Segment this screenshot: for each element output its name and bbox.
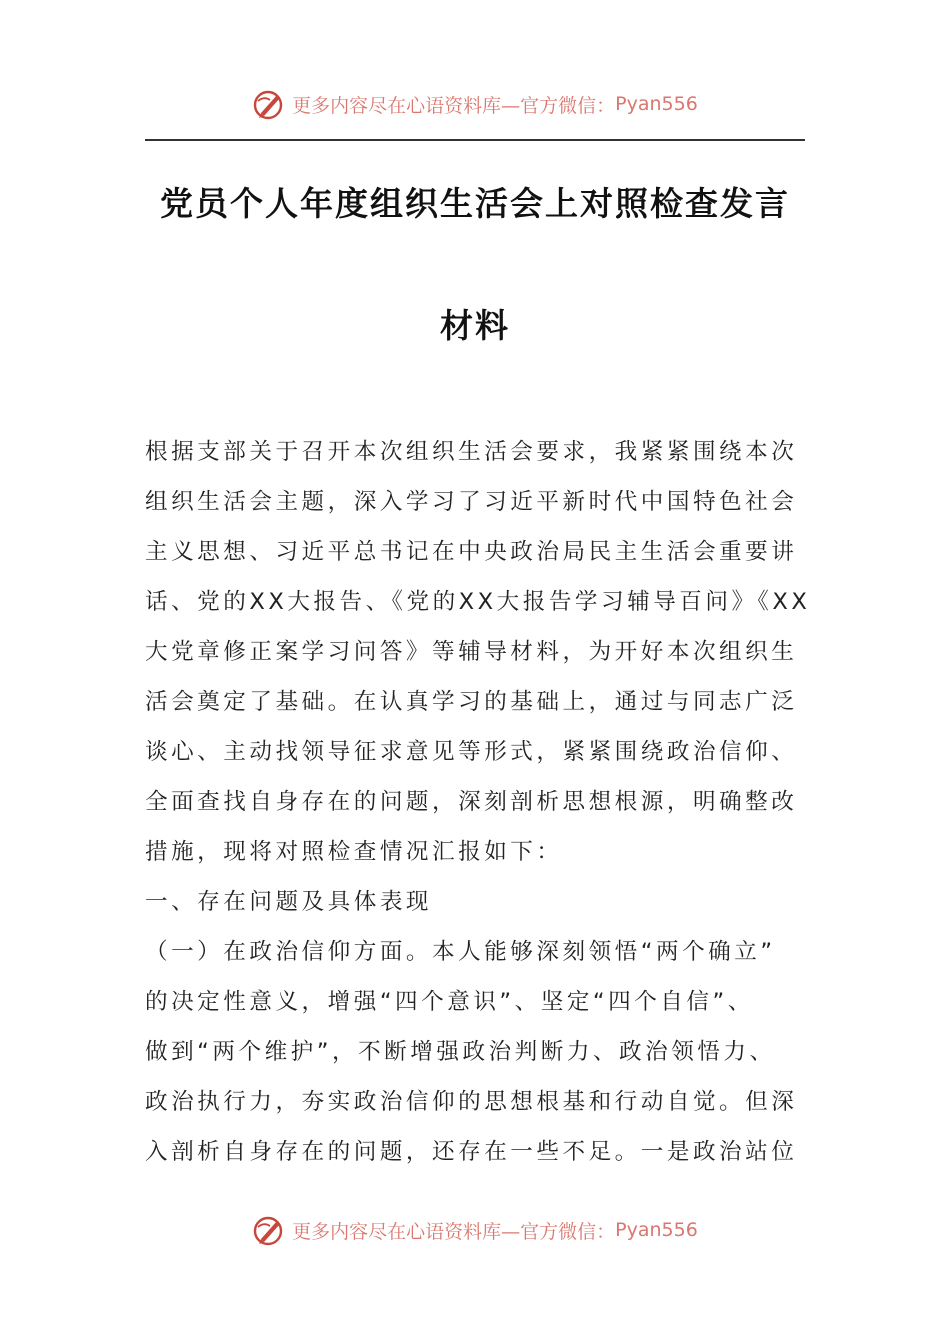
body-line: 入剖析自身存在的问题，还存在一些不足。一是政治站位	[145, 1139, 798, 1165]
body-line: 活会奠定了基础。在认真学习的基础上，通过与同志广泛	[145, 689, 798, 715]
watermark-wechat-id: Pyan556	[615, 1219, 698, 1241]
document-body	[145, 427, 811, 1177]
section-heading: 一、存在问题及具体表现	[145, 889, 433, 915]
body-line: 话、党的XX大报告、《党的XX大报告学习辅导百问》《XX	[145, 589, 811, 615]
body-line: 大党章修正案学习问答》等辅导材料，为开好本次组织生	[145, 639, 798, 665]
body-line: 主义思想、习近平总书记在中央政治局民主生活会重要讲	[145, 539, 798, 565]
watermark-footer	[0, 1210, 950, 1250]
watermark-text: 更多内容尽在心语资料库—官方微信：	[292, 1220, 616, 1243]
body-line: 全面查找自身存在的问题，深刻剖析思想根源，明确整改	[145, 789, 798, 815]
body-line: 谈心、主动找领导征求意见等形式，紧紧围绕政治信仰、	[145, 739, 798, 765]
body-line: 做到“两个维护”，不断增强政治判断力、政治领悟力、	[145, 1039, 776, 1065]
watermark-header	[0, 84, 950, 124]
body-line: 的决定性意义，增强“四个意识”、坚定“四个自信”、	[145, 989, 754, 1015]
body-line: 政治执行力，夯实政治信仰的思想根基和行动自觉。但深	[145, 1089, 798, 1115]
document-title-line-1: 党员个人年度组织生活会上对照检查发言	[160, 184, 790, 223]
body-line: 根据支部关于召开本次组织生活会要求，我紧紧围绕本次	[145, 439, 798, 465]
pen-logo-icon	[252, 1213, 286, 1247]
watermark-wechat-id: Pyan556	[615, 93, 698, 115]
body-line: （一）在政治信仰方面。本人能够深刻领悟“两个确立”	[145, 939, 776, 965]
document-title-line-2: 材料	[440, 306, 510, 345]
header-divider	[145, 139, 805, 141]
body-line: 组织生活会主题，深入学习了习近平新时代中国特色社会	[145, 489, 798, 515]
watermark-text: 更多内容尽在心语资料库—官方微信：	[292, 94, 616, 117]
body-line: 措施，现将对照检查情况汇报如下：	[145, 839, 563, 865]
pen-logo-icon	[252, 87, 286, 121]
